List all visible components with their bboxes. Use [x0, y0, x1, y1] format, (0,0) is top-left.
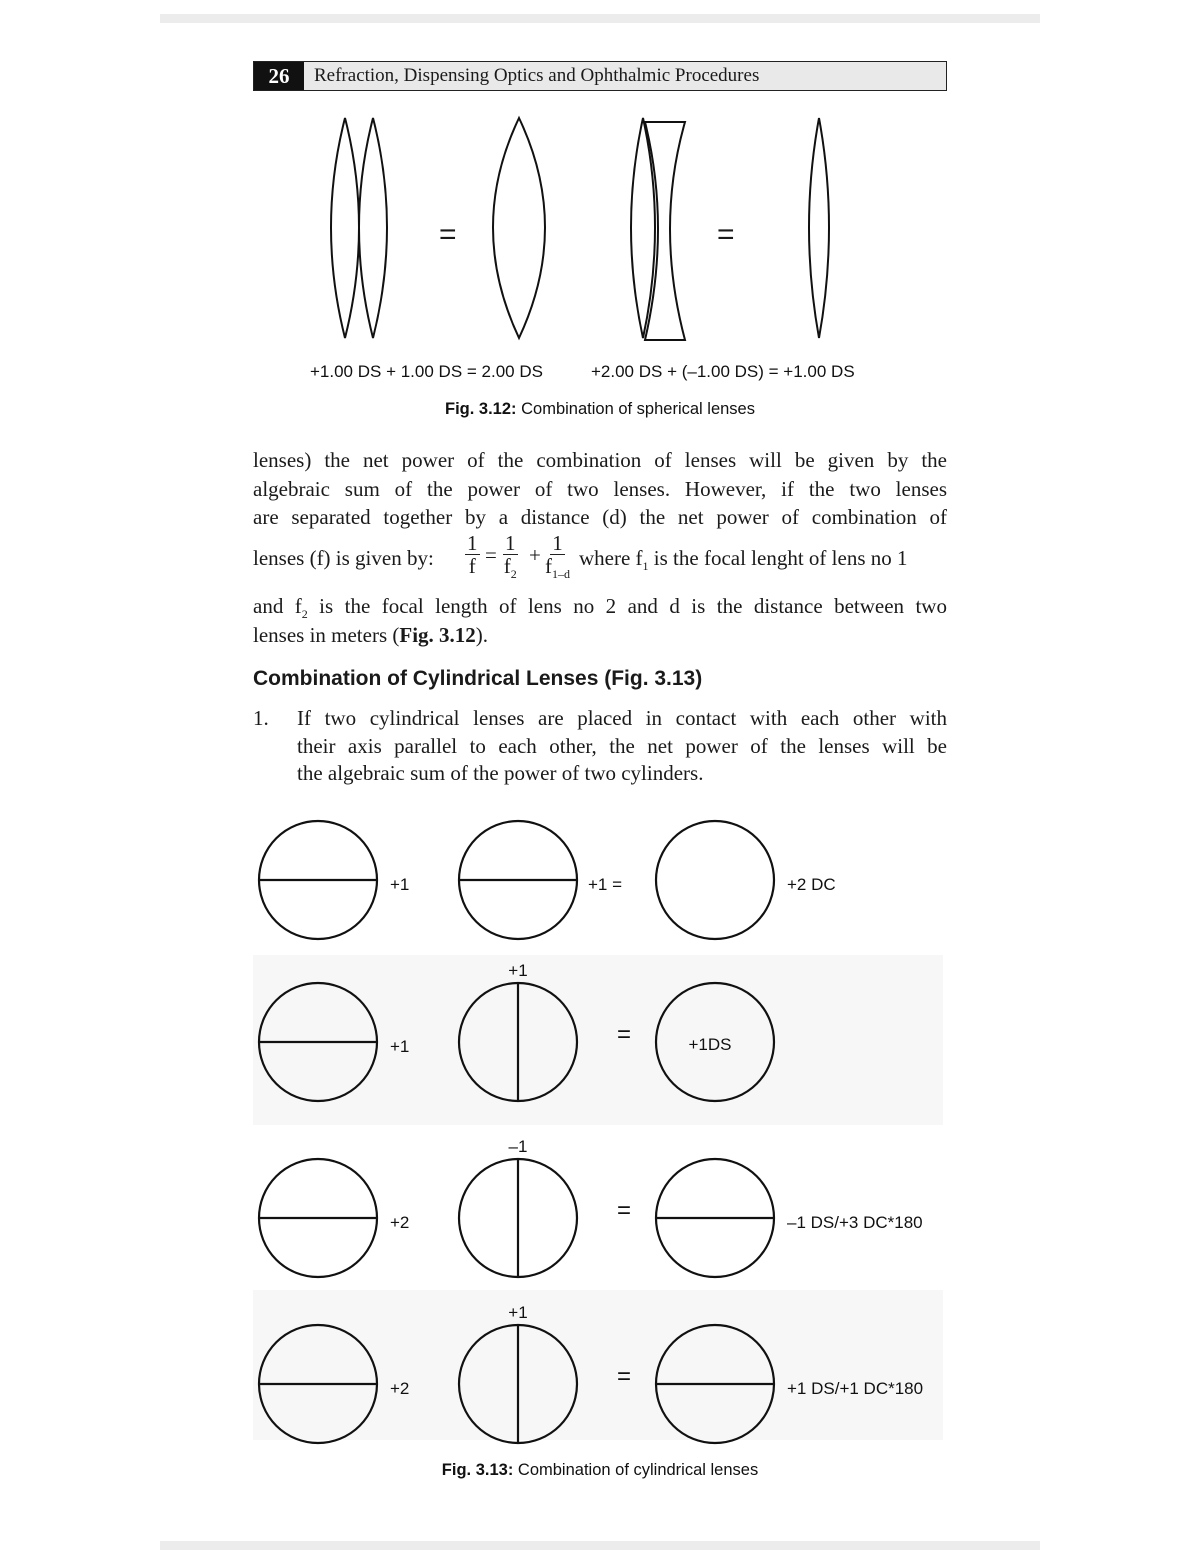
result-power-label: +1 DS/+1 DC*180 — [787, 1379, 924, 1398]
equals-sign: = — [616, 1021, 632, 1048]
paragraph-line: lenses) the net power of the combination of lenses will be given by the — [253, 448, 947, 472]
fraction-one-over-f2: $\frac{1}{f_2}$ — [503, 531, 517, 582]
result-power-label: +2 DC — [787, 875, 836, 894]
lens-power-label: +1 = — [588, 875, 623, 894]
caption-label: Fig. 3.12: — [444, 400, 517, 418]
fraction-one-over-f1-d: $\frac{1}{f_{1-d}}$ — [545, 531, 570, 582]
formula-lead-text: lenses (f) is given by: — [253, 546, 434, 570]
lens-power-label: +1 — [390, 875, 410, 894]
lens-power-label: +2 — [390, 1379, 410, 1398]
bottom-edge-band — [160, 1541, 1040, 1550]
lens-power-label-top: +1 — [508, 1303, 528, 1322]
equals-sign: = — [616, 1363, 632, 1390]
book-title: Refraction, Dispensing Optics and Ophthalmic Procedures — [314, 65, 760, 86]
caption-text: Combination of cylindrical lenses — [517, 1461, 759, 1479]
equation-spherical-difference: +2.00 DS + (–1.00 DS) = +1.00 DS — [591, 362, 855, 381]
caption-text: Combination of spherical lenses — [521, 400, 755, 418]
list-item: If two cylindrical lenses are placed in contact with each other with their axis parallel to each other, the net power of the lenses will be the algebraic sum of the power of two cylinders. — [297, 706, 947, 785]
list-number: 1. — [253, 706, 269, 730]
lens-power-label-top: –1 — [508, 1137, 528, 1156]
paragraph-line: are separated together by a distance (d) the net power of combination of — [253, 505, 947, 529]
result-center-label: +1DS — [688, 1035, 732, 1054]
formula-plus: + — [529, 543, 541, 567]
lens-power-label: +1 — [390, 1037, 410, 1056]
result-power-label: –1 DS/+3 DC*180 — [787, 1213, 923, 1232]
section-heading: Combination of Cylindrical Lenses (Fig. 3.13) — [253, 667, 703, 690]
page-number: 26 — [254, 62, 304, 90]
equals-sign-1: = — [439, 218, 457, 251]
paragraph-line: algebraic sum of the power of two lenses. However, if the two lenses — [253, 476, 947, 501]
cylinder-lens-circle — [656, 821, 774, 939]
paragraph-line: and $f_2$ is the focal length of lens no 2 and d is the distance between two — [253, 594, 947, 622]
equation-spherical-sum: +1.00 DS + 1.00 DS = 2.00 DS — [310, 362, 543, 381]
equals-sign: = — [616, 1197, 632, 1224]
figure-reference: Fig. 3.12 — [399, 622, 476, 647]
equals-sign-2: = — [717, 218, 735, 251]
formula-where-text: where $f_1$ is the focal lenght of lens no 1 — [579, 546, 908, 574]
fraction-one-over-f: $\frac{1}{f}$ — [467, 531, 478, 578]
fig-3-13-caption — [253, 1461, 947, 1480]
lens-power-label: +2 — [390, 1213, 410, 1232]
caption-label: Fig. 3.13: — [441, 1461, 514, 1479]
paragraph-line: lenses in meters (Fig. 3.12). — [253, 622, 489, 647]
lens-power-label-top: +1 — [508, 961, 528, 980]
formula-equals: = — [485, 543, 497, 567]
